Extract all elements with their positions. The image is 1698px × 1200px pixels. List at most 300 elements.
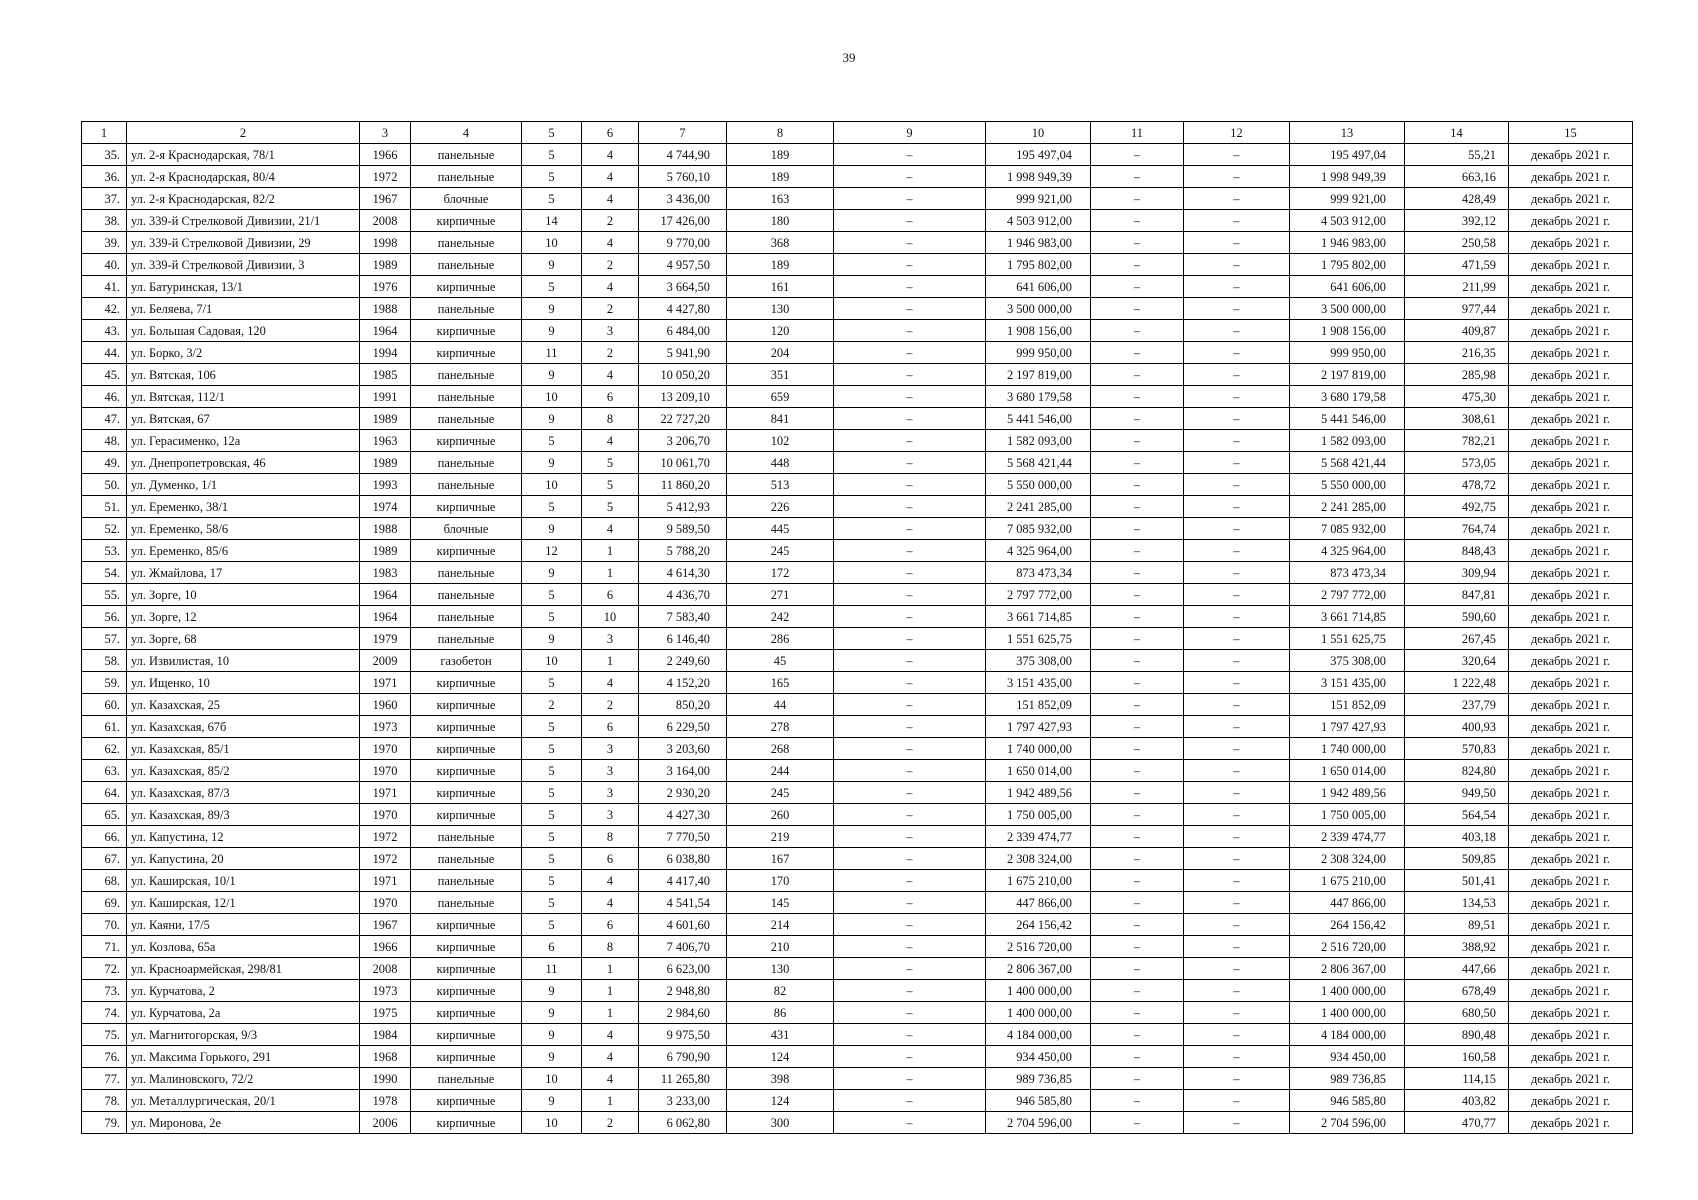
column-header: 8	[727, 122, 834, 144]
entrances-cell: 4	[582, 870, 639, 892]
address-cell: ул. Казахская, 67б	[127, 716, 360, 738]
cell-11-cell: –	[1091, 342, 1184, 364]
cost-fund-cell: 375 308,00	[1290, 650, 1405, 672]
cost-total-cell: 1 942 489,56	[986, 782, 1091, 804]
cell-9-cell: –	[834, 452, 986, 474]
row-number-cell: 44.	[82, 342, 127, 364]
wall-material-cell: блочные	[411, 188, 522, 210]
cell-12-cell: –	[1184, 562, 1290, 584]
area-cell: 4 601,60	[639, 914, 727, 936]
row-number-cell: 55.	[82, 584, 127, 606]
completion-date-cell: декабрь 2021 г.	[1509, 936, 1633, 958]
column-header: 11	[1091, 122, 1184, 144]
area-cell: 9 770,00	[639, 232, 727, 254]
area-cell: 4 541,54	[639, 892, 727, 914]
floors-cell: 5	[522, 166, 582, 188]
floors-cell: 5	[522, 826, 582, 848]
cost-per-sqm-cell: 478,72	[1405, 474, 1509, 496]
floors-cell: 5	[522, 738, 582, 760]
year-built-cell: 1971	[360, 870, 411, 892]
address-cell: ул. Курчатова, 2а	[127, 1002, 360, 1024]
cost-per-sqm-cell: 114,15	[1405, 1068, 1509, 1090]
cell-9-cell: –	[834, 1068, 986, 1090]
cost-fund-cell: 5 441 546,00	[1290, 408, 1405, 430]
residents-cell: 245	[727, 782, 834, 804]
cost-fund-cell: 1 675 210,00	[1290, 870, 1405, 892]
area-cell: 850,20	[639, 694, 727, 716]
entrances-cell: 2	[582, 298, 639, 320]
cost-fund-cell: 2 516 720,00	[1290, 936, 1405, 958]
cost-total-cell: 1 582 093,00	[986, 430, 1091, 452]
floors-cell: 5	[522, 760, 582, 782]
column-header: 9	[834, 122, 986, 144]
completion-date-cell: декабрь 2021 г.	[1509, 342, 1633, 364]
cost-per-sqm-cell: 471,59	[1405, 254, 1509, 276]
address-cell: ул. Беляева, 7/1	[127, 298, 360, 320]
entrances-cell: 4	[582, 188, 639, 210]
address-cell: ул. Жмайлова, 17	[127, 562, 360, 584]
residents-cell: 124	[727, 1046, 834, 1068]
column-header: 1	[82, 122, 127, 144]
table-row	[82, 496, 1633, 518]
wall-material-cell: кирпичные	[411, 760, 522, 782]
year-built-cell: 1972	[360, 166, 411, 188]
floors-cell: 12	[522, 540, 582, 562]
cost-total-cell: 1 946 983,00	[986, 232, 1091, 254]
address-cell: ул. Казахская, 89/3	[127, 804, 360, 826]
row-number-cell: 71.	[82, 936, 127, 958]
floors-cell: 5	[522, 430, 582, 452]
column-header: 3	[360, 122, 411, 144]
cost-fund-cell: 7 085 932,00	[1290, 518, 1405, 540]
cost-per-sqm-cell: 764,74	[1405, 518, 1509, 540]
cell-12-cell: –	[1184, 210, 1290, 232]
table-row	[82, 562, 1633, 584]
cost-per-sqm-cell: 89,51	[1405, 914, 1509, 936]
completion-date-cell: декабрь 2021 г.	[1509, 760, 1633, 782]
row-number-cell: 46.	[82, 386, 127, 408]
floors-cell: 5	[522, 496, 582, 518]
completion-date-cell: декабрь 2021 г.	[1509, 650, 1633, 672]
cell-12-cell: –	[1184, 628, 1290, 650]
residents-cell: 445	[727, 518, 834, 540]
row-number-cell: 60.	[82, 694, 127, 716]
cell-12-cell: –	[1184, 650, 1290, 672]
cell-9-cell: –	[834, 1024, 986, 1046]
cell-9-cell: –	[834, 364, 986, 386]
entrances-cell: 6	[582, 386, 639, 408]
completion-date-cell: декабрь 2021 г.	[1509, 562, 1633, 584]
cell-9-cell: –	[834, 254, 986, 276]
wall-material-cell: кирпичные	[411, 958, 522, 980]
row-number-cell: 36.	[82, 166, 127, 188]
entrances-cell: 8	[582, 408, 639, 430]
row-number-cell: 79.	[82, 1112, 127, 1134]
address-cell: ул. Герасименко, 12а	[127, 430, 360, 452]
address-cell: ул. Капустина, 20	[127, 848, 360, 870]
table-row	[82, 826, 1633, 848]
cost-total-cell: 4 184 000,00	[986, 1024, 1091, 1046]
address-cell: ул. Зорге, 12	[127, 606, 360, 628]
completion-date-cell: декабрь 2021 г.	[1509, 386, 1633, 408]
year-built-cell: 1973	[360, 716, 411, 738]
cost-fund-cell: 1 400 000,00	[1290, 1002, 1405, 1024]
cost-fund-cell: 447 866,00	[1290, 892, 1405, 914]
floors-cell: 5	[522, 144, 582, 166]
cell-11-cell: –	[1091, 694, 1184, 716]
column-header: 6	[582, 122, 639, 144]
table-row	[82, 320, 1633, 342]
area-cell: 4 744,90	[639, 144, 727, 166]
wall-material-cell: панельные	[411, 848, 522, 870]
entrances-cell: 5	[582, 452, 639, 474]
cell-9-cell: –	[834, 958, 986, 980]
cell-9-cell: –	[834, 738, 986, 760]
entrances-cell: 4	[582, 892, 639, 914]
residents-cell: 180	[727, 210, 834, 232]
cell-12-cell: –	[1184, 760, 1290, 782]
cell-9-cell: –	[834, 210, 986, 232]
cell-11-cell: –	[1091, 452, 1184, 474]
cell-11-cell: –	[1091, 584, 1184, 606]
completion-date-cell: декабрь 2021 г.	[1509, 408, 1633, 430]
year-built-cell: 1966	[360, 144, 411, 166]
cost-fund-cell: 2 797 772,00	[1290, 584, 1405, 606]
completion-date-cell: декабрь 2021 г.	[1509, 430, 1633, 452]
row-number-cell: 56.	[82, 606, 127, 628]
entrances-cell: 4	[582, 144, 639, 166]
wall-material-cell: панельные	[411, 144, 522, 166]
completion-date-cell: декабрь 2021 г.	[1509, 782, 1633, 804]
area-cell: 6 790,90	[639, 1046, 727, 1068]
cell-9-cell: –	[834, 848, 986, 870]
entrances-cell: 2	[582, 342, 639, 364]
cell-9-cell: –	[834, 430, 986, 452]
cell-9-cell: –	[834, 980, 986, 1002]
cost-total-cell: 264 156,42	[986, 914, 1091, 936]
address-cell: ул. Капустина, 12	[127, 826, 360, 848]
cost-per-sqm-cell: 492,75	[1405, 496, 1509, 518]
row-number-cell: 40.	[82, 254, 127, 276]
table-row	[82, 364, 1633, 386]
cost-fund-cell: 999 950,00	[1290, 342, 1405, 364]
table-row	[82, 760, 1633, 782]
area-cell: 3 233,00	[639, 1090, 727, 1112]
completion-date-cell: декабрь 2021 г.	[1509, 914, 1633, 936]
entrances-cell: 4	[582, 276, 639, 298]
wall-material-cell: панельные	[411, 870, 522, 892]
address-cell: ул. Казахская, 85/1	[127, 738, 360, 760]
address-cell: ул. Зорге, 68	[127, 628, 360, 650]
residents-cell: 268	[727, 738, 834, 760]
row-number-cell: 66.	[82, 826, 127, 848]
wall-material-cell: кирпичные	[411, 936, 522, 958]
wall-material-cell: кирпичные	[411, 1046, 522, 1068]
cost-fund-cell: 5 550 000,00	[1290, 474, 1405, 496]
cost-total-cell: 1 740 000,00	[986, 738, 1091, 760]
cell-12-cell: –	[1184, 672, 1290, 694]
cost-fund-cell: 873 473,34	[1290, 562, 1405, 584]
cost-total-cell: 3 680 179,58	[986, 386, 1091, 408]
table-row	[82, 166, 1633, 188]
row-number-cell: 48.	[82, 430, 127, 452]
wall-material-cell: панельные	[411, 562, 522, 584]
completion-date-cell: декабрь 2021 г.	[1509, 892, 1633, 914]
year-built-cell: 1979	[360, 628, 411, 650]
cost-fund-cell: 934 450,00	[1290, 1046, 1405, 1068]
table-row	[82, 606, 1633, 628]
cell-11-cell: –	[1091, 1090, 1184, 1112]
table-row	[82, 738, 1633, 760]
cost-fund-cell: 3 680 179,58	[1290, 386, 1405, 408]
cost-per-sqm-cell: 824,80	[1405, 760, 1509, 782]
address-cell: ул. Еременко, 85/6	[127, 540, 360, 562]
entrances-cell: 1	[582, 562, 639, 584]
cell-11-cell: –	[1091, 672, 1184, 694]
cell-9-cell: –	[834, 1112, 986, 1134]
wall-material-cell: панельные	[411, 408, 522, 430]
cell-11-cell: –	[1091, 782, 1184, 804]
residents-cell: 398	[727, 1068, 834, 1090]
cost-fund-cell: 264 156,42	[1290, 914, 1405, 936]
floors-cell: 9	[522, 298, 582, 320]
year-built-cell: 2009	[360, 650, 411, 672]
cost-fund-cell: 1 551 625,75	[1290, 628, 1405, 650]
cell-12-cell: –	[1184, 1068, 1290, 1090]
residents-cell: 165	[727, 672, 834, 694]
wall-material-cell: кирпичные	[411, 672, 522, 694]
cell-11-cell: –	[1091, 562, 1184, 584]
wall-material-cell: кирпичные	[411, 276, 522, 298]
residents-cell: 167	[727, 848, 834, 870]
completion-date-cell: декабрь 2021 г.	[1509, 474, 1633, 496]
cell-9-cell: –	[834, 408, 986, 430]
cell-12-cell: –	[1184, 804, 1290, 826]
residents-cell: 286	[727, 628, 834, 650]
wall-material-cell: панельные	[411, 628, 522, 650]
year-built-cell: 1993	[360, 474, 411, 496]
column-header: 7	[639, 122, 727, 144]
table-row	[82, 188, 1633, 210]
wall-material-cell: панельные	[411, 298, 522, 320]
cost-per-sqm-cell: 285,98	[1405, 364, 1509, 386]
floors-cell: 5	[522, 188, 582, 210]
year-built-cell: 1960	[360, 694, 411, 716]
cost-per-sqm-cell: 320,64	[1405, 650, 1509, 672]
cost-total-cell: 1 795 802,00	[986, 254, 1091, 276]
completion-date-cell: декабрь 2021 г.	[1509, 298, 1633, 320]
residents-cell: 189	[727, 144, 834, 166]
entrances-cell: 4	[582, 166, 639, 188]
area-cell: 5 941,90	[639, 342, 727, 364]
row-number-cell: 73.	[82, 980, 127, 1002]
completion-date-cell: декабрь 2021 г.	[1509, 188, 1633, 210]
year-built-cell: 1970	[360, 804, 411, 826]
residents-cell: 210	[727, 936, 834, 958]
cost-per-sqm-cell: 475,30	[1405, 386, 1509, 408]
floors-cell: 9	[522, 980, 582, 1002]
cell-11-cell: –	[1091, 980, 1184, 1002]
year-built-cell: 1990	[360, 1068, 411, 1090]
cost-fund-cell: 999 921,00	[1290, 188, 1405, 210]
area-cell: 3 164,00	[639, 760, 727, 782]
cost-per-sqm-cell: 267,45	[1405, 628, 1509, 650]
address-cell: ул. Каяни, 17/5	[127, 914, 360, 936]
cost-per-sqm-cell: 509,85	[1405, 848, 1509, 870]
wall-material-cell: кирпичные	[411, 804, 522, 826]
residents-cell: 841	[727, 408, 834, 430]
cell-11-cell: –	[1091, 518, 1184, 540]
cell-9-cell: –	[834, 584, 986, 606]
row-number-cell: 54.	[82, 562, 127, 584]
year-built-cell: 1989	[360, 254, 411, 276]
address-cell: ул. 2-я Краснодарская, 82/2	[127, 188, 360, 210]
cost-total-cell: 3 500 000,00	[986, 298, 1091, 320]
completion-date-cell: декабрь 2021 г.	[1509, 870, 1633, 892]
floors-cell: 6	[522, 936, 582, 958]
year-built-cell: 1991	[360, 386, 411, 408]
year-built-cell: 1971	[360, 672, 411, 694]
wall-material-cell: кирпичные	[411, 496, 522, 518]
row-number-cell: 78.	[82, 1090, 127, 1112]
row-number-cell: 77.	[82, 1068, 127, 1090]
table-row	[82, 716, 1633, 738]
year-built-cell: 1963	[360, 430, 411, 452]
year-built-cell: 1994	[360, 342, 411, 364]
year-built-cell: 2008	[360, 958, 411, 980]
row-number-cell: 70.	[82, 914, 127, 936]
cost-per-sqm-cell: 403,18	[1405, 826, 1509, 848]
cell-11-cell: –	[1091, 254, 1184, 276]
address-cell: ул. Металлургическая, 20/1	[127, 1090, 360, 1112]
column-header: 5	[522, 122, 582, 144]
table-row	[82, 628, 1633, 650]
address-cell: ул. Ищенко, 10	[127, 672, 360, 694]
entrances-cell: 4	[582, 232, 639, 254]
cell-9-cell: –	[834, 628, 986, 650]
address-cell: ул. 339-й Стрелковой Дивизии, 3	[127, 254, 360, 276]
cell-12-cell: –	[1184, 606, 1290, 628]
year-built-cell: 1978	[360, 1090, 411, 1112]
cost-fund-cell: 1 946 983,00	[1290, 232, 1405, 254]
table-row	[82, 936, 1633, 958]
cell-11-cell: –	[1091, 716, 1184, 738]
floors-cell: 9	[522, 518, 582, 540]
row-number-cell: 61.	[82, 716, 127, 738]
cell-9-cell: –	[834, 540, 986, 562]
cost-per-sqm-cell: 409,87	[1405, 320, 1509, 342]
cell-11-cell: –	[1091, 650, 1184, 672]
row-number-cell: 63.	[82, 760, 127, 782]
residents-cell: 244	[727, 760, 834, 782]
table-row	[82, 342, 1633, 364]
cost-per-sqm-cell: 848,43	[1405, 540, 1509, 562]
cost-fund-cell: 2 704 596,00	[1290, 1112, 1405, 1134]
area-cell: 2 930,20	[639, 782, 727, 804]
cell-12-cell: –	[1184, 826, 1290, 848]
cost-per-sqm-cell: 308,61	[1405, 408, 1509, 430]
floors-cell: 10	[522, 386, 582, 408]
residents-cell: 163	[727, 188, 834, 210]
cost-per-sqm-cell: 501,41	[1405, 870, 1509, 892]
cost-fund-cell: 2 339 474,77	[1290, 826, 1405, 848]
row-number-cell: 75.	[82, 1024, 127, 1046]
cost-fund-cell: 3 151 435,00	[1290, 672, 1405, 694]
entrances-cell: 3	[582, 320, 639, 342]
completion-date-cell: декабрь 2021 г.	[1509, 584, 1633, 606]
cell-12-cell: –	[1184, 452, 1290, 474]
area-cell: 4 152,20	[639, 672, 727, 694]
residents-cell: 351	[727, 364, 834, 386]
address-cell: ул. 2-я Краснодарская, 80/4	[127, 166, 360, 188]
cell-9-cell: –	[834, 892, 986, 914]
cell-12-cell: –	[1184, 166, 1290, 188]
wall-material-cell: кирпичные	[411, 1002, 522, 1024]
year-built-cell: 1998	[360, 232, 411, 254]
completion-date-cell: декабрь 2021 г.	[1509, 364, 1633, 386]
area-cell: 7 583,40	[639, 606, 727, 628]
table-row	[82, 804, 1633, 826]
cell-12-cell: –	[1184, 936, 1290, 958]
floors-cell: 5	[522, 804, 582, 826]
floors-cell: 9	[522, 408, 582, 430]
table-row	[82, 782, 1633, 804]
cost-total-cell: 5 568 421,44	[986, 452, 1091, 474]
entrances-cell: 1	[582, 1090, 639, 1112]
cost-fund-cell: 2 308 324,00	[1290, 848, 1405, 870]
cost-total-cell: 2 197 819,00	[986, 364, 1091, 386]
residents-cell: 124	[727, 1090, 834, 1112]
cost-per-sqm-cell: 216,35	[1405, 342, 1509, 364]
row-number-cell: 49.	[82, 452, 127, 474]
cost-per-sqm-cell: 160,58	[1405, 1046, 1509, 1068]
cost-fund-cell: 2 806 367,00	[1290, 958, 1405, 980]
completion-date-cell: декабрь 2021 г.	[1509, 144, 1633, 166]
row-number-cell: 62.	[82, 738, 127, 760]
cost-fund-cell: 1 650 014,00	[1290, 760, 1405, 782]
cell-12-cell: –	[1184, 1046, 1290, 1068]
address-cell: ул. Батуринская, 13/1	[127, 276, 360, 298]
cost-total-cell: 151 852,09	[986, 694, 1091, 716]
area-cell: 22 727,20	[639, 408, 727, 430]
address-cell: ул. Большая Садовая, 120	[127, 320, 360, 342]
completion-date-cell: декабрь 2021 г.	[1509, 738, 1633, 760]
cell-12-cell: –	[1184, 474, 1290, 496]
table-row	[82, 1112, 1633, 1134]
table-row	[82, 430, 1633, 452]
cost-fund-cell: 4 503 912,00	[1290, 210, 1405, 232]
wall-material-cell: кирпичные	[411, 320, 522, 342]
cell-9-cell: –	[834, 232, 986, 254]
floors-cell: 9	[522, 364, 582, 386]
cell-11-cell: –	[1091, 804, 1184, 826]
table-row	[82, 408, 1633, 430]
cost-fund-cell: 4 184 000,00	[1290, 1024, 1405, 1046]
table-row	[82, 1068, 1633, 1090]
cell-9-cell: –	[834, 914, 986, 936]
floors-cell: 9	[522, 1002, 582, 1024]
year-built-cell: 1988	[360, 518, 411, 540]
completion-date-cell: декабрь 2021 г.	[1509, 1090, 1633, 1112]
table-row	[82, 210, 1633, 232]
row-number-cell: 35.	[82, 144, 127, 166]
row-number-cell: 38.	[82, 210, 127, 232]
cell-11-cell: –	[1091, 914, 1184, 936]
row-number-cell: 72.	[82, 958, 127, 980]
area-cell: 10 061,70	[639, 452, 727, 474]
residents-cell: 278	[727, 716, 834, 738]
cost-per-sqm-cell: 573,05	[1405, 452, 1509, 474]
